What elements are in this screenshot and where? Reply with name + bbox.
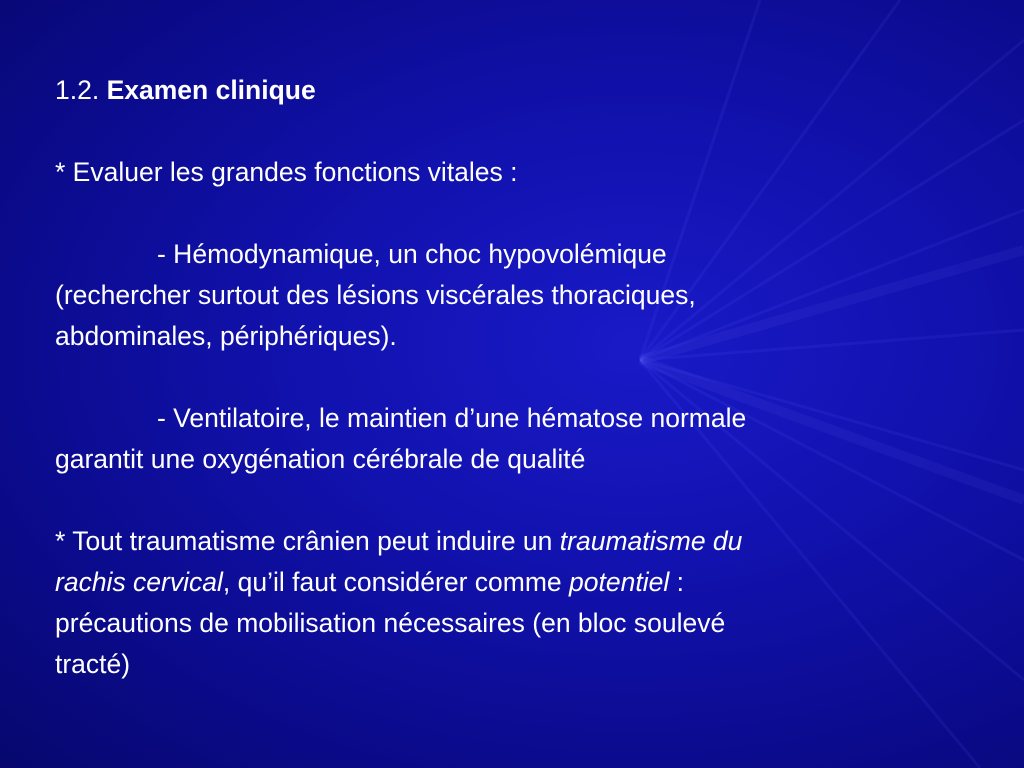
section-heading [55, 70, 975, 111]
sub-item-ventilatory-line1: - Ventilatoire, le maintien d’une hématose normale [157, 403, 747, 433]
italic-term-potentiel: potentiel [569, 567, 670, 597]
bullet-cranial-trauma-line2 [55, 562, 975, 603]
sub-item-ventilatory-line2: garantit une oxygénation cérébrale de qualité [55, 444, 586, 474]
bullet-cranial-trauma-text: * Tout traumatisme crânien peut induire un [55, 526, 560, 556]
bullet-cranial-trauma-colon: : [669, 567, 684, 597]
section-number: 1.2. [55, 75, 100, 105]
sub-item-hemodynamic-line3: abdominales, périphériques). [55, 321, 397, 351]
bullet-cranial-trauma-line3: précautions de mobilisation nécessaires (en bloc soulevé [55, 608, 726, 638]
italic-term-rachis: rachis cervical [55, 567, 223, 597]
bullet-cranial-trauma-line4: tracté) [55, 649, 131, 679]
bullet-cranial-trauma-line1 [55, 521, 975, 562]
italic-term-traumatisme: traumatisme du [559, 526, 743, 556]
bullet-cranial-trauma-text2: , qu’il faut considérer comme [222, 567, 570, 597]
slide-content [55, 70, 975, 685]
bullet-vital-functions: * Evaluer les grandes fonctions vitales : [55, 157, 518, 187]
sub-item-hemodynamic-line2: (rechercher surtout des lésions viscérales thoraciques, [55, 280, 696, 310]
sub-item-hemodynamic-line1: - Hémodynamique, un choc hypovolémique [157, 239, 667, 269]
section-title: Examen clinique [106, 75, 316, 105]
